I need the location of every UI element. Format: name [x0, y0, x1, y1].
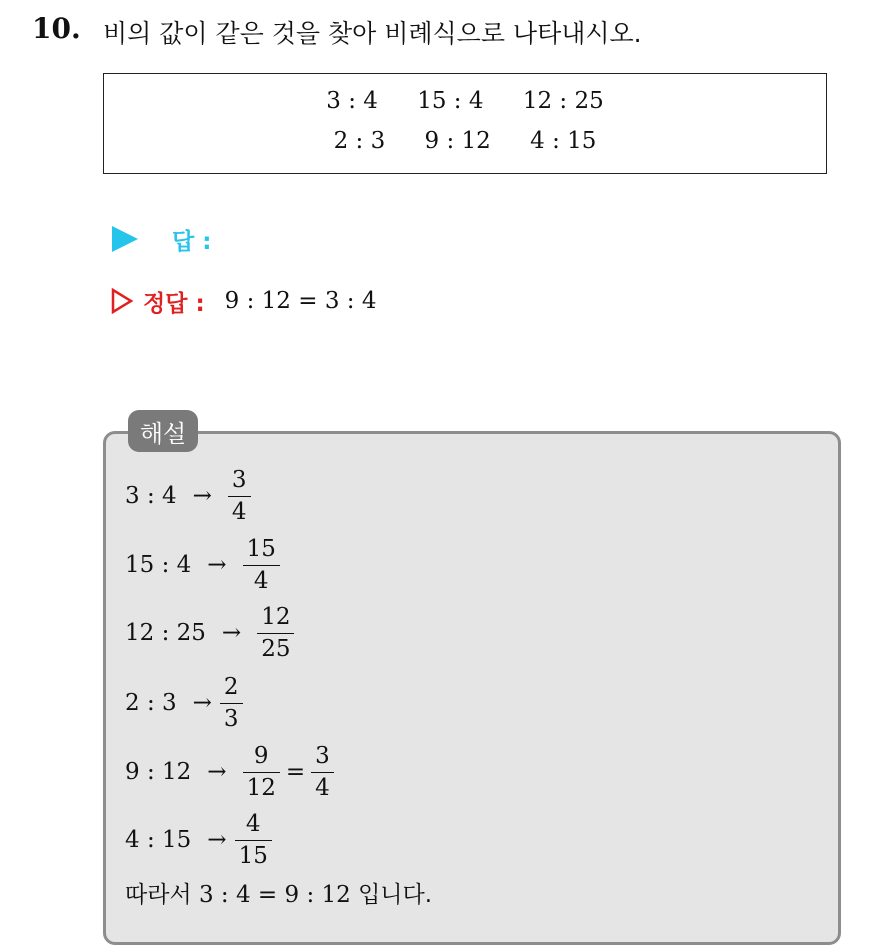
play-triangle-icon	[112, 226, 138, 252]
fraction	[237, 810, 270, 869]
right-arrow-icon: →	[221, 620, 242, 646]
ratio-text: 2 : 3	[125, 690, 177, 716]
numerator: 4	[245, 810, 261, 837]
right-arrow-icon: →	[207, 552, 227, 578]
answer-row	[112, 222, 211, 256]
numerator: 3	[231, 466, 247, 493]
explanation-line	[125, 808, 270, 872]
outline-triangle-icon	[111, 288, 133, 314]
numerator: 3	[315, 742, 330, 769]
fraction	[245, 535, 278, 594]
ratio-item: 2 : 3	[333, 128, 386, 154]
ratio-item: 15 : 4	[417, 88, 484, 114]
ratio-text: 15 : 4	[125, 552, 192, 578]
conclusion-math: 3 : 4 = 9 : 12	[198, 882, 351, 908]
ratio-item: 3 : 4	[326, 88, 378, 114]
denominator: 15	[235, 840, 272, 868]
question-number: 10.	[32, 12, 81, 45]
right-arrow-icon: →	[207, 759, 227, 785]
numerator: 12	[261, 603, 291, 630]
denominator: 4	[228, 496, 251, 524]
numerator: 9	[253, 742, 269, 769]
denominator: 25	[257, 633, 294, 661]
correct-answer-row	[111, 284, 376, 318]
ratio-item: 9 : 12	[424, 128, 491, 154]
question-text: 비의 값이 같은 것을 찾아 비례식으로 나타내시오.	[103, 19, 642, 48]
fraction	[230, 466, 249, 525]
denominator: 4	[243, 565, 280, 593]
ratio-text: 9 : 12	[125, 759, 192, 785]
right-arrow-icon: →	[192, 690, 212, 716]
conclusion-prefix: 따라서	[125, 882, 192, 908]
explanation-line	[125, 671, 241, 735]
right-arrow-icon: →	[192, 483, 212, 509]
explanation-line	[125, 464, 249, 528]
ratio-text: 4 : 15	[125, 827, 192, 853]
denominator: 4	[311, 772, 334, 800]
answer-label: 답 :	[172, 228, 212, 255]
conclusion-text	[125, 876, 432, 909]
ratio-row-1	[104, 88, 826, 114]
correct-answer-value: 9 : 12 = 3 : 4	[224, 288, 377, 314]
ratio-text: 12 : 25	[125, 620, 206, 646]
explanation-line	[125, 533, 278, 597]
numerator: 15	[246, 535, 276, 562]
fraction	[259, 603, 292, 662]
right-arrow-icon: →	[207, 827, 227, 853]
ratio-box	[103, 73, 827, 174]
equals-sign: =	[285, 759, 306, 785]
denominator: 3	[220, 703, 243, 731]
explanation-line	[125, 740, 332, 804]
explanation-tag: 해설	[128, 410, 198, 452]
ratio-item: 12 : 25	[522, 88, 604, 114]
fraction	[222, 673, 241, 732]
ratio-item: 4 : 15	[530, 128, 597, 154]
fraction	[313, 742, 332, 801]
denominator: 12	[243, 772, 280, 800]
correct-answer-label: 정답 :	[143, 290, 205, 317]
ratio-text: 3 : 4	[125, 483, 177, 509]
numerator: 2	[223, 673, 239, 700]
explanation-line	[125, 601, 292, 665]
fraction	[245, 742, 278, 801]
ratio-row-2	[104, 128, 826, 154]
conclusion-suffix: 입니다.	[358, 882, 433, 908]
